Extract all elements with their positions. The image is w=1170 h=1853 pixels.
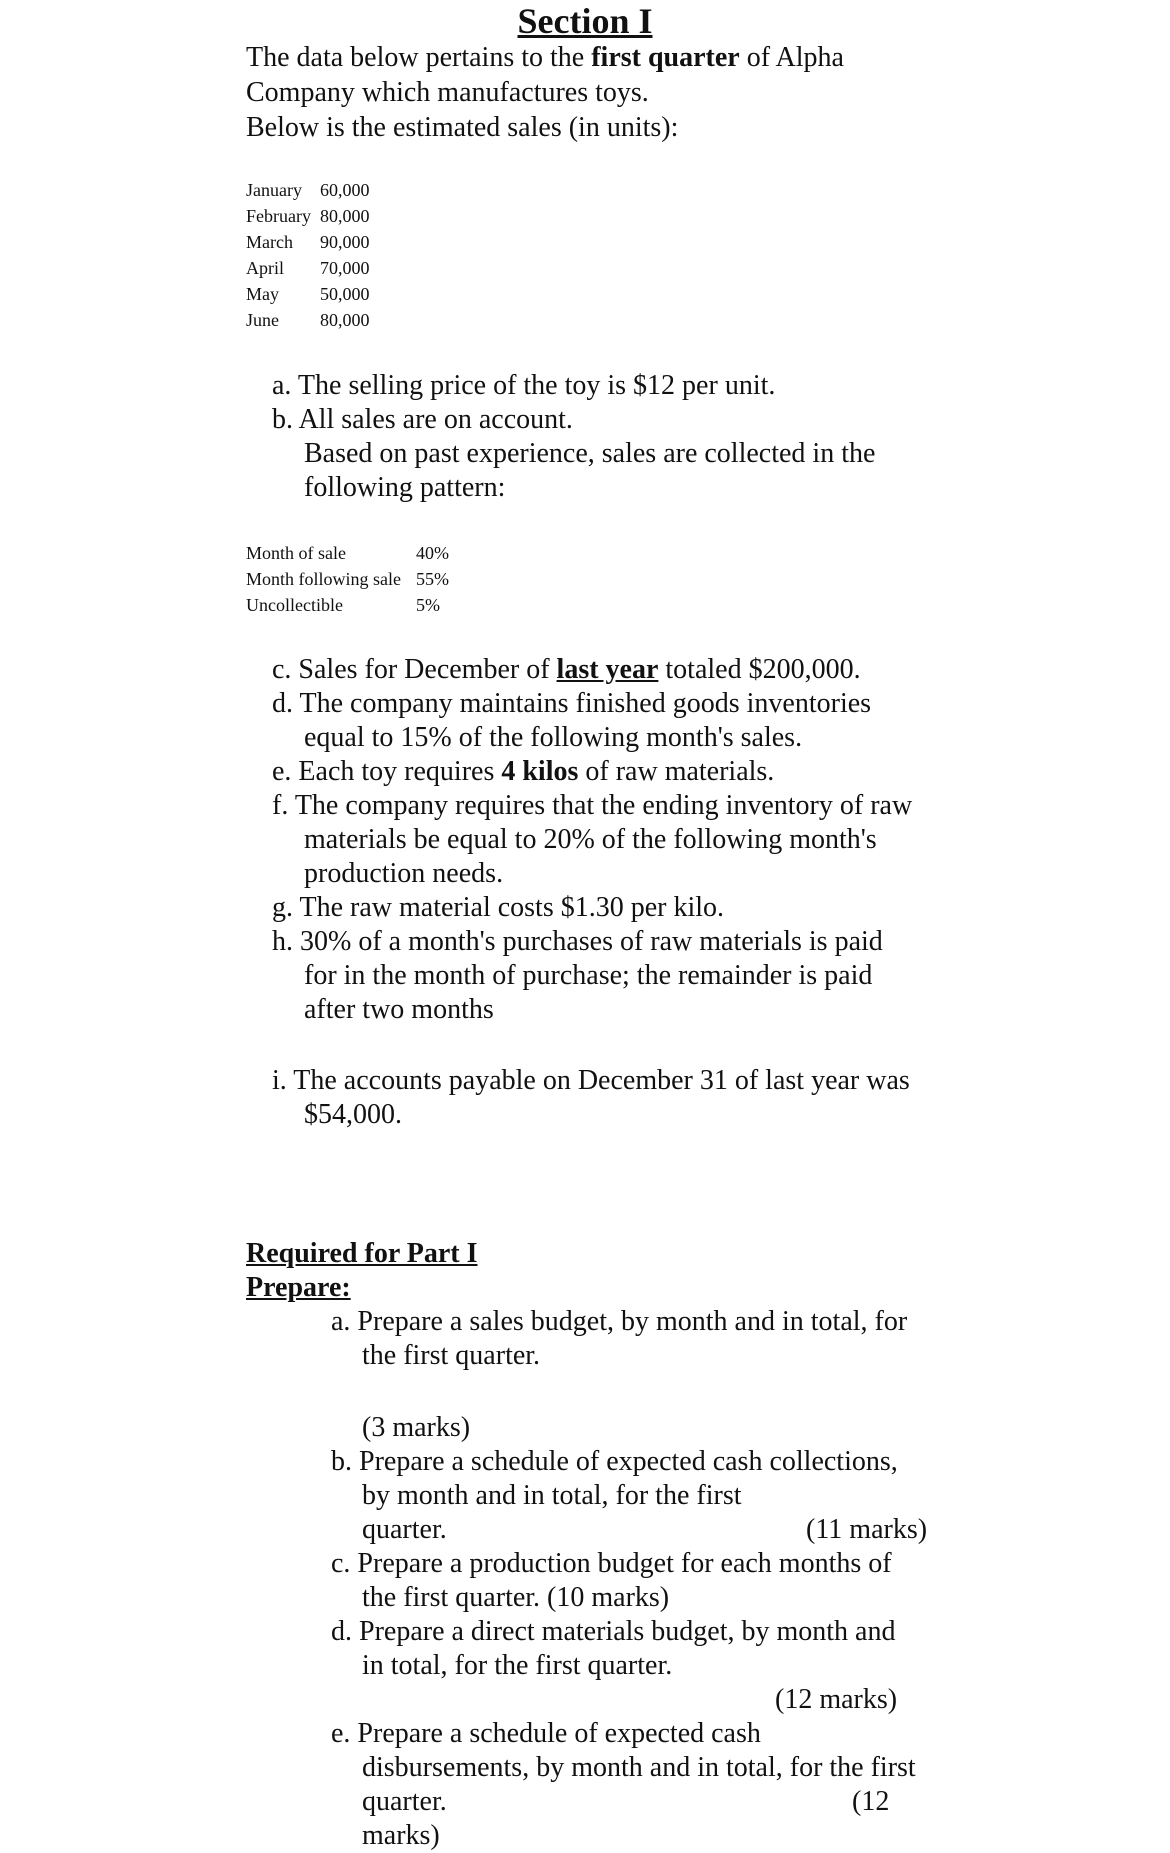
item-f-line-3: production needs. [304,858,504,889]
estimated-sales-table [246,177,370,333]
item-e-text: of raw materials. [578,756,775,787]
required-c [331,1547,892,1615]
units-cell: 80,000 [320,206,370,226]
pattern-label: Uncollectible [246,595,343,615]
pattern-value: 40% [416,543,449,563]
required-b-line-3: quarter. [362,1514,447,1545]
units-cell: 50,000 [320,284,370,304]
units-cell: 60,000 [320,180,370,200]
table-row [246,177,370,203]
kilos-emphasis: 4 kilos [501,756,579,787]
item-h-line-3: after two months [304,994,494,1025]
item-f: f. The company requires that the ending inventory of raw [272,790,913,821]
required-d-line-1: d. Prepare a direct materials budget, by month and [331,1616,896,1647]
item-i-line-2: $54,000. [304,1099,402,1130]
item-d-line-2: equal to 15% of the following month's sales. [304,722,803,753]
intro-text: of Alpha [739,42,844,73]
item-h: h. 30% of a month's purchases of raw materials is paid [272,926,883,957]
required-e-line-2: disbursements, by month and in total, for the first [362,1752,916,1783]
units-cell: 70,000 [320,258,370,278]
collection-pattern-table [246,540,449,618]
item-e-text: e. Each toy requires [272,756,502,787]
marks-label: (3 marks) [362,1412,471,1443]
month-cell: March [246,232,293,252]
intro-line-1 [246,40,844,75]
items-a-b [272,369,875,505]
table-row [246,255,370,281]
intro-line-2: Company which manufactures toys. [246,77,649,108]
required-a [331,1305,907,1373]
table-row [246,540,449,566]
required-e-marks-line-2: marks) [362,1820,440,1851]
item-c [272,653,912,687]
table-row [246,229,370,255]
required-b-line-2: by month and in total, for the first [362,1480,742,1511]
item-a: a. The selling price of the toy is $12 per unit. [272,370,776,401]
pattern-label: Month following sale [246,569,401,589]
item-b-line-2: Based on past experience, sales are collected in the [304,438,876,469]
pattern-label: Month of sale [246,543,346,563]
required-heading: Required for Part I [246,1238,478,1269]
month-cell: June [246,310,279,330]
month-cell: May [246,284,279,304]
last-year-emphasis: last year [556,654,659,685]
item-b-line-3: following pattern: [304,472,506,503]
section-title: Section I [517,1,653,41]
required-d-line-2: in total, for the first quarter. [362,1650,673,1681]
table-row [246,203,370,229]
items-c-h [272,653,912,1027]
table-row [246,592,449,618]
required-b-marks: (11 marks) [806,1514,928,1545]
item-h-line-2: for in the month of purchase; the remainder is paid [304,960,873,991]
required-e-marks: (12 [852,1786,890,1817]
month-cell: February [246,206,311,226]
pattern-value: 5% [416,595,440,615]
item-b: b. All sales are on account. [272,404,573,435]
item-i: i. The accounts payable on December 31 of last year was [272,1065,910,1096]
item-i-block [272,1064,910,1132]
required-a-line-1: a. Prepare a sales budget, by month and in total, for [331,1306,908,1337]
item-e [272,755,912,789]
pattern-value: 55% [416,569,449,589]
table-row [246,566,449,592]
item-c-text: c. Sales for December of [272,654,557,685]
month-cell: April [246,258,284,278]
required-d [331,1615,895,1683]
table-row [246,307,370,333]
month-cell: January [246,180,302,200]
units-cell: 90,000 [320,232,370,252]
units-cell: 80,000 [320,310,370,330]
required-b-line-1: b. Prepare a schedule of expected cash collections, [331,1446,898,1477]
required-e-line-1: e. Prepare a schedule of expected cash [331,1718,761,1749]
required-c-line-2: the first quarter. (10 marks) [362,1582,670,1613]
intro-line-3: Below is the estimated sales (in units): [246,112,679,143]
intro-text: The data below pertains to the [246,42,592,73]
table-row [246,281,370,307]
prepare-heading: Prepare: [246,1272,351,1303]
required-c-line-1: c. Prepare a production budget for each months of [331,1548,892,1579]
item-d: d. The company maintains finished goods inventories [272,688,872,719]
intro-paragraph [246,40,844,145]
first-quarter-emphasis: first quarter [591,42,740,73]
required-d-marks: (12 marks) [775,1684,898,1715]
item-f-line-2: materials be equal to 20% of the following month's [304,824,877,855]
required-e-line-3: quarter. [362,1786,447,1817]
item-c-text: totaled $200,000. [658,654,861,685]
required-a-line-2: the first quarter. [362,1340,541,1371]
required-a-marks [331,1411,470,1445]
item-g: g. The raw material costs $1.30 per kilo. [272,892,725,923]
required-e [331,1717,916,1853]
